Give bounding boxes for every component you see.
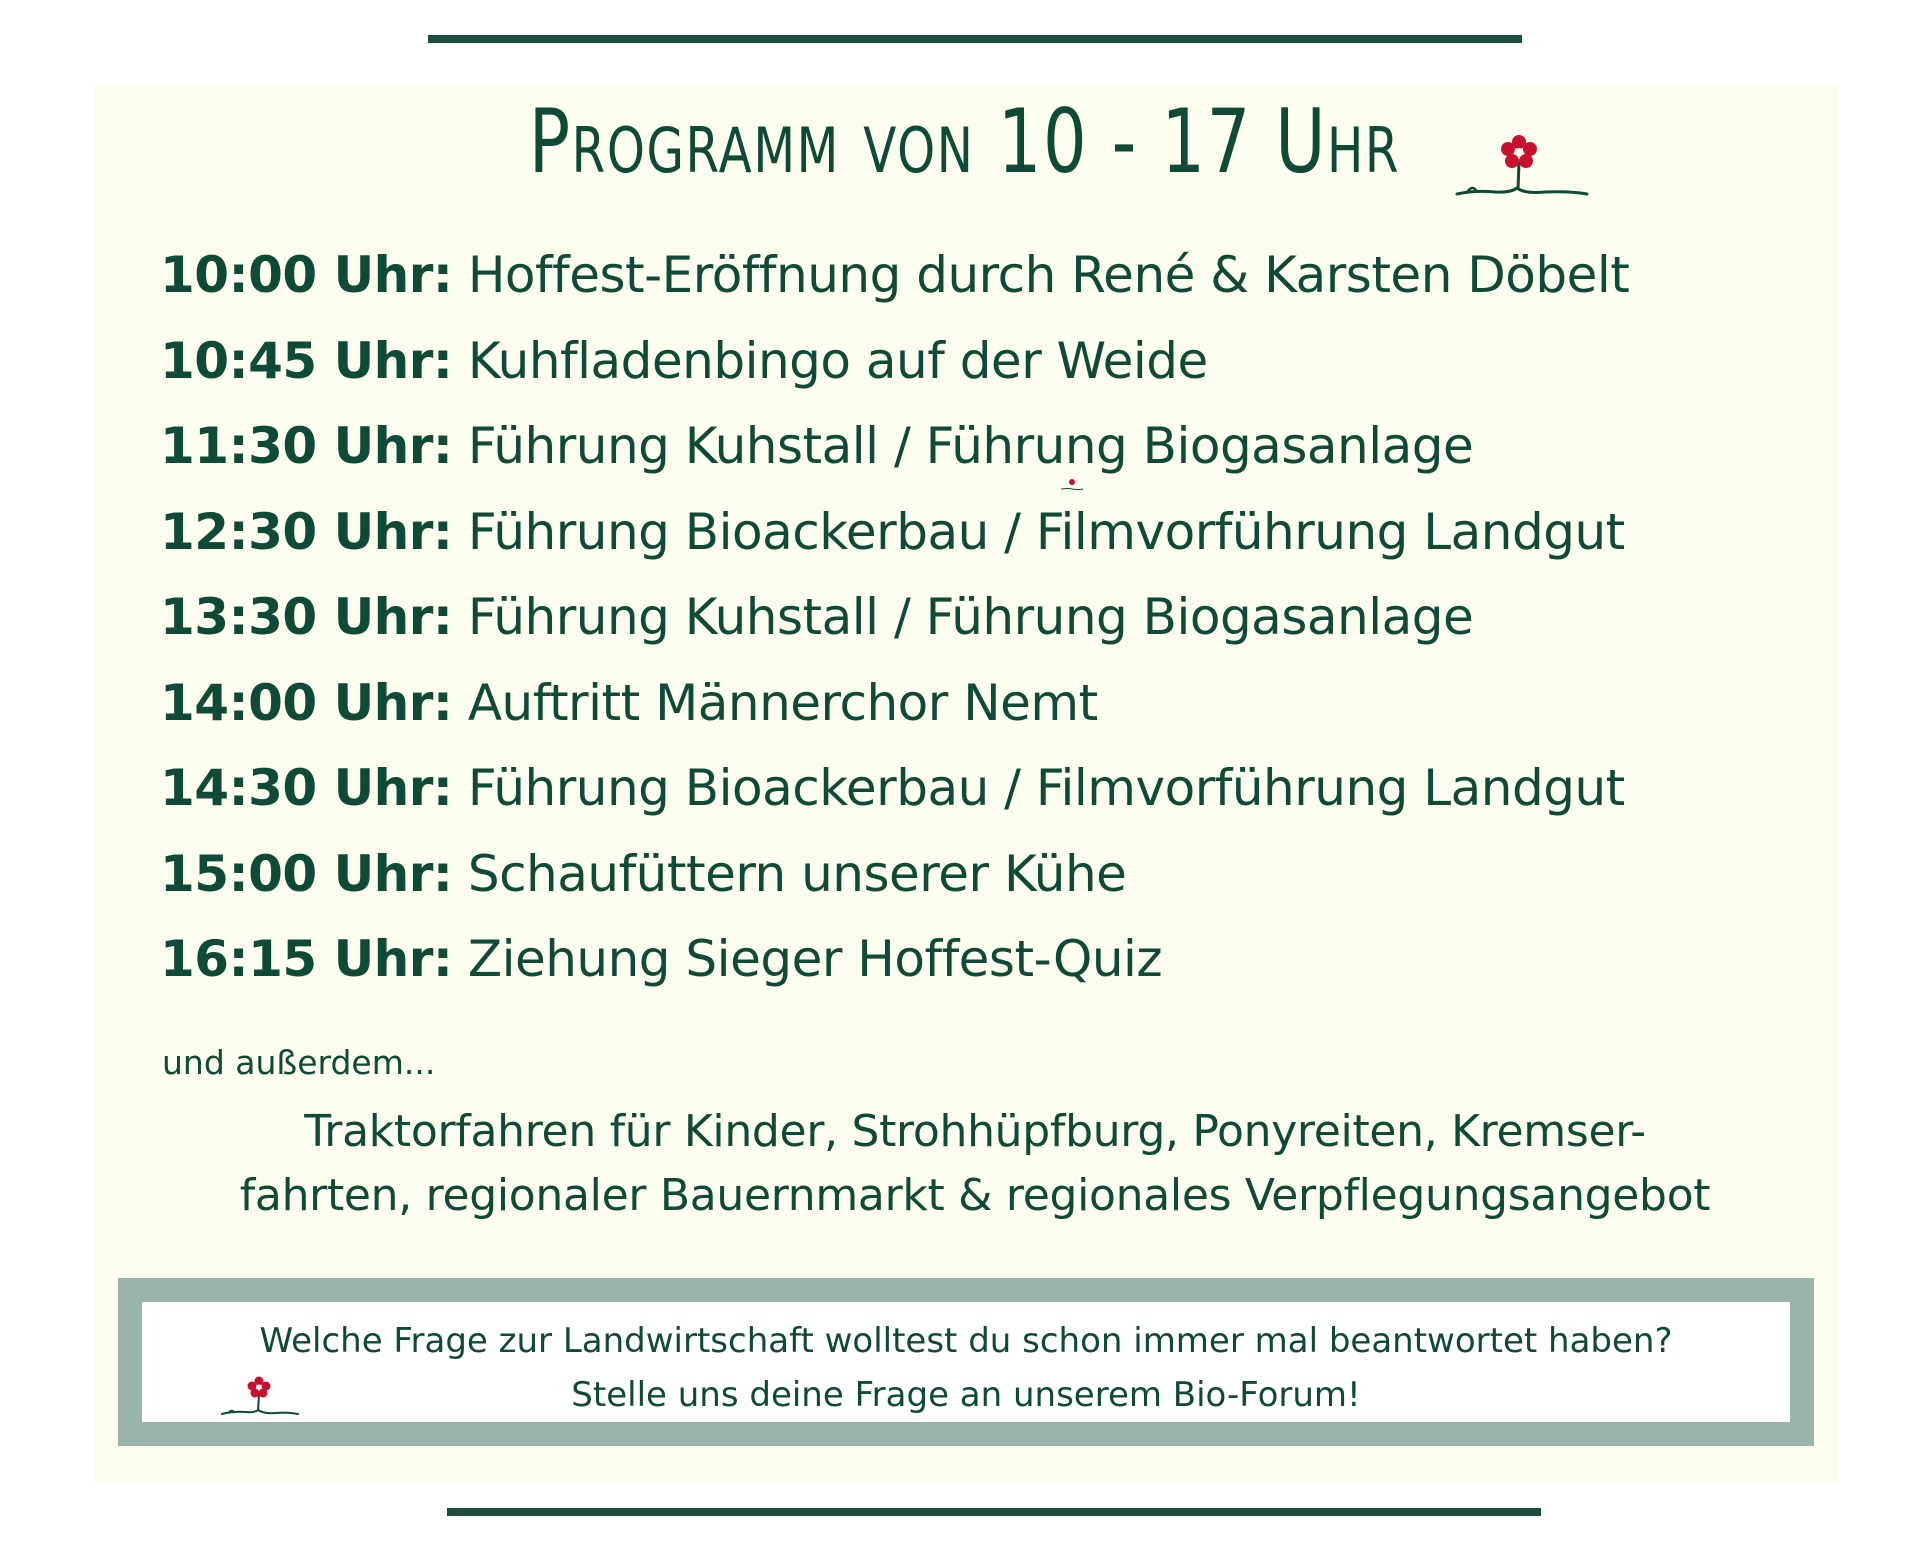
- schedule-time: 13:30 Uhr:: [160, 588, 453, 646]
- flower-icon: [1060, 477, 1084, 491]
- schedule-event: Führung Bioackerbau / Filmvorführung Landgut: [467, 502, 1625, 561]
- question-line: Stelle uns deine Frage an unserem Bio-Forum!: [571, 1375, 1361, 1415]
- schedule-list: [160, 246, 1630, 1020]
- bottom-divider: [447, 1508, 1541, 1516]
- schedule-time: 12:30 Uhr:: [160, 502, 453, 561]
- schedule-time: 10:00 Uhr:: [160, 246, 453, 304]
- schedule-event: Ziehung Sieger Hoffest-Quiz: [467, 930, 1163, 988]
- schedule-item: [160, 502, 1629, 593]
- schedule-item: [160, 673, 1629, 764]
- schedule-time: 16:15 Uhr:: [160, 930, 453, 988]
- schedule-event: Führung Kuhstall / Führung Biogasanlage: [467, 588, 1474, 646]
- schedule-time: 10:45 Uhr:: [160, 331, 453, 390]
- schedule-time: 15:00 Uhr:: [160, 844, 453, 903]
- flower-icon: [1455, 134, 1590, 204]
- schedule-item: [160, 246, 1630, 336]
- extras-line: fahrten, regionaler Bauernmarkt & regionales Verpflegungsangebot: [239, 1170, 1711, 1221]
- extras-line: Traktorfahren für Kinder, Strohhüpfburg, Ponyreiten, Kremser-: [304, 1106, 1646, 1157]
- schedule-event: Führung Kuhstall / Führung Biogasanlage: [467, 417, 1474, 475]
- schedule-event: Kuhfladenbingo auf der Weide: [467, 331, 1208, 390]
- question-text: [142, 1314, 1790, 1422]
- schedule-event: Führung Bioackerbau / Filmvorführung Landgut: [467, 759, 1625, 817]
- schedule-event: Schaufüttern unserer Kühe: [467, 844, 1127, 903]
- question-box: [118, 1278, 1814, 1446]
- schedule-item: [160, 759, 1629, 849]
- schedule-time: 11:30 Uhr:: [160, 417, 453, 475]
- schedule-item: [160, 417, 1629, 507]
- schedule-item: [160, 930, 1629, 1020]
- extras-text: [140, 1100, 1810, 1228]
- top-divider: [428, 35, 1522, 43]
- schedule-time: 14:00 Uhr:: [160, 673, 453, 732]
- schedule-item: [160, 331, 1629, 422]
- page-title: Programm von 10 - 17 Uhr: [528, 90, 1401, 193]
- schedule-item: [160, 844, 1629, 935]
- flower-icon: [220, 1376, 300, 1420]
- question-line: Welche Frage zur Landwirtschaft wolltest du schon immer mal beantwortet haben?: [259, 1321, 1673, 1361]
- schedule-item: [160, 588, 1629, 678]
- schedule-event: Auftritt Männerchor Nemt: [467, 673, 1098, 732]
- extras-intro: und außerdem...: [162, 1043, 436, 1082]
- schedule-time: 14:30 Uhr:: [160, 759, 453, 817]
- schedule-event: Hoffest-Eröffnung durch René & Karsten Döbelt: [467, 246, 1630, 304]
